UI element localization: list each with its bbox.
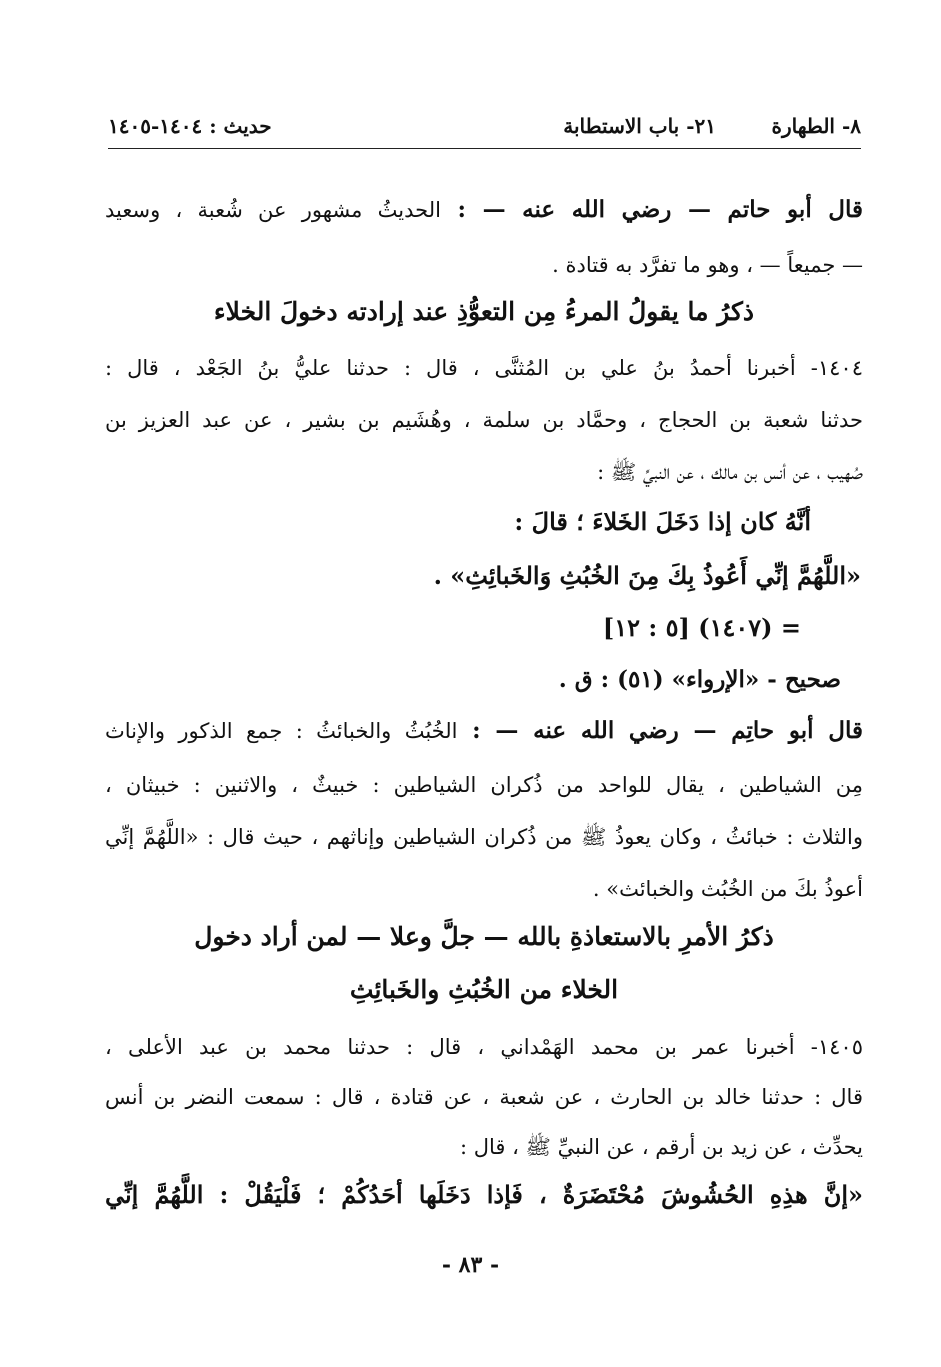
hadith-1405-line-3: يحدِّث ، عن زيد بن أرقم ، عن النبيِّ ﷺ ، قال :: [459, 1135, 863, 1159]
header-hadith-range: حديث : ١٤٠٤-١٤٠٥: [108, 114, 272, 138]
hadith-1404-cross-reference: = (١٤٠٧) [٥ : ١٢]: [602, 613, 801, 642]
commentary-line-5: والثلاث : خبائثُ ، وكان يعوذُ ﷺ من ذُكران الشياطين وإناثهم ، حيث قال : «اللَّهُمَّ إنِّي: [105, 825, 863, 849]
chapter-heading-2-line-2: الخلاء من الخُبُثِ والخَبائِثِ: [349, 975, 619, 1004]
header-chapter-title: ٢١- باب الاستطابة: [563, 114, 716, 138]
running-header: [108, 110, 861, 150]
header-divider: [108, 148, 861, 149]
chapter-heading-1: ذكرُ ما يقولُ المرءُ مِن التعوُّذِ عند إرادته دخولَ الخلاء: [213, 297, 755, 326]
hadith-1405-line-2: قال : حدثنا خالد بن الحارث ، عن شعبة ، عن قتادة ، قال : سمعت النضر بن أنس: [105, 1085, 863, 1109]
commentary-line-4: مِن الشياطين ، يقال للواحد من ذُكران الشياطين : خبيثٌ ، والاثنين : خبيثان ،: [105, 773, 863, 797]
commentary-text: الحديثُ مشهور عن شُعبة ، وسعيد: [105, 198, 441, 222]
commentary-line-3: [105, 706, 863, 762]
commentary-text-2: الخُبُثُ والخبائثُ : جمع الذكور والإناث: [105, 719, 458, 743]
hadith-1404-matn-2: «اللَّهُمَّ إنِّي أَعُوذُ بِكَ مِنَ الخُبُثِ وَالخَبائِثِ» .: [433, 561, 861, 590]
commentary-line-2: — جميعاً — ، وهو ما تفرَّد به قتادة .: [552, 253, 863, 277]
chapter-heading-2-line-1: ذكرُ الأمرِ بالاستعاذةِ بالله — جلَّ وعلا — لمن أراد دخول: [194, 922, 774, 951]
hadith-1404-matn-1: أنَّهُ كان إذا دَخَلَ الخَلاءَ ؛ قالَ :: [514, 507, 811, 536]
commentary-line-6: أعوذُ بكَ من الخُبُث والخبائث» .: [592, 877, 863, 901]
hadith-1405-matn-1: «إنَّ هذِهِ الحُشُوشَ مُحْتَضَرَةٌ ، فَإذا دَخَلَها أحَدُكُمْ ؛ فَلْيَقُلْ : اللَّهُمَّ إنِّي: [105, 1180, 863, 1209]
hadith-1405-line-1: ١٤٠٥- أخبرنا عمر بن محمد الهَمْداني ، قال : حدثنا محمد بن عبد الأعلى ،: [105, 1035, 863, 1059]
hadith-1404-grading: صحيح - «الإرواء» (٥١) : ق .: [558, 666, 841, 693]
commentary-lead-2: قال أبو حاتِم — رضي الله عنه — :: [457, 717, 863, 744]
page-number: - ٨٣ -: [441, 1252, 500, 1278]
hadith-1404-line-3: صُهيب ، عن أنس بن مالك ، عن النبيِّ ﷺ :: [597, 460, 863, 484]
header-book-title: ٨- الطهارة: [771, 114, 861, 138]
hadith-1404-line-1: ١٤٠٤- أخبرنا أحمدُ بنُ علي بن المُثنَّى ، قال : حدثنا عليُّ بنُ الجَعْد ، قال :: [105, 356, 863, 380]
hadith-1404-line-2: حدثنا شعبة بن الحجاج ، وحمَّاد بن سلمة ، وهُشَيم بن بشير ، عن عبد العزيز بن: [105, 408, 863, 432]
commentary-lead: قال أبو حاتم — رضي الله عنه — :: [440, 196, 863, 223]
commentary-line-1: [105, 185, 863, 241]
